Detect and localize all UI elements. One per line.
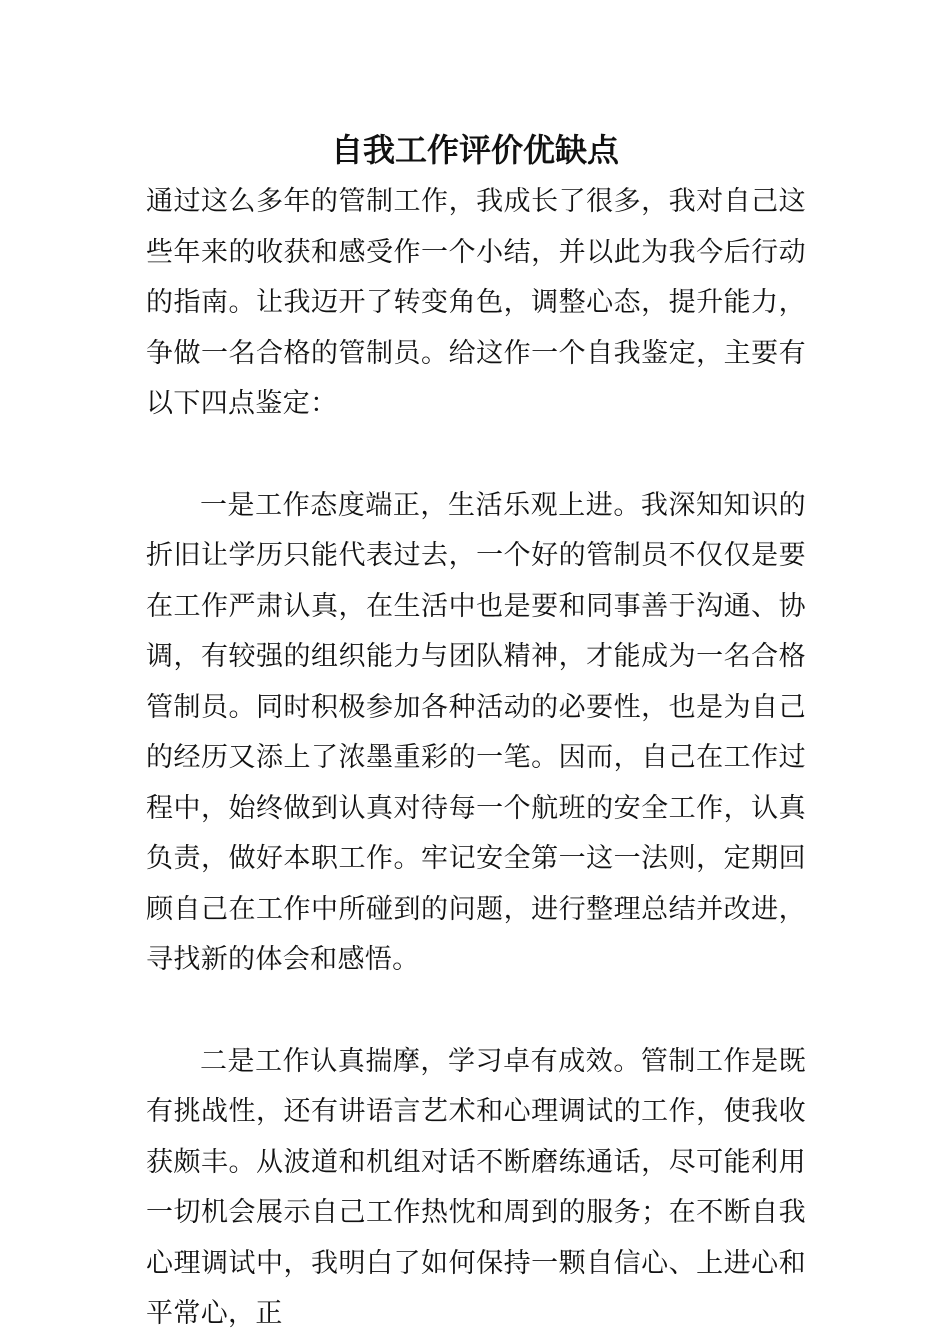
document-title: 自我工作评价优缺点: [330, 131, 619, 169]
paragraph-point-two: 二是工作认真揣摩，学习卓有成效。管制工作是既有挑战性，还有讲语言艺术和心理调试的工作，使我收获颇丰。从波道和机组对话不断磨练通话，尽可能利用一切机会展示自己工作热忱和周到的服务；在不断自我心理调试中，我明白了如何保持一颗自信心、上进心和平常心，正: [146, 1045, 806, 1329]
paragraph-gap: [146, 430, 806, 481]
paragraph-intro: 通过这么多年的管制工作，我成长了很多，我对自己这些年来的收获和感受作一个小结，并以此为我今后行动的指南。让我迈开了转变角色，调整心态，提升能力，争做一名合格的管制员。给这作一个自我鉴定，主要有以下四点鉴定：: [146, 186, 806, 419]
paragraph-gap: [146, 986, 806, 1037]
document-body: [146, 177, 806, 1340]
paragraph-point-one: 一是工作态度端正，生活乐观上进。我深知知识的折旧让学历只能代表过去，一个好的管制员不仅仅是要在工作严肃认真，在生活中也是要和同事善于沟通、协调，有较强的组织能力与团队精神，才能成为一名合格管制员。同时积极参加各种活动的必要性，也是为自己的经历又添上了浓墨重彩的一笔。因而，自己在工作过程中，始终做到认真对待每一个航班的安全工作，认真负责，做好本职工作。牢记安全第一这一法则，定期回顾自己在工作中所碰到的问题，进行整理总结并改进，寻找新的体会和感悟。: [146, 489, 806, 975]
